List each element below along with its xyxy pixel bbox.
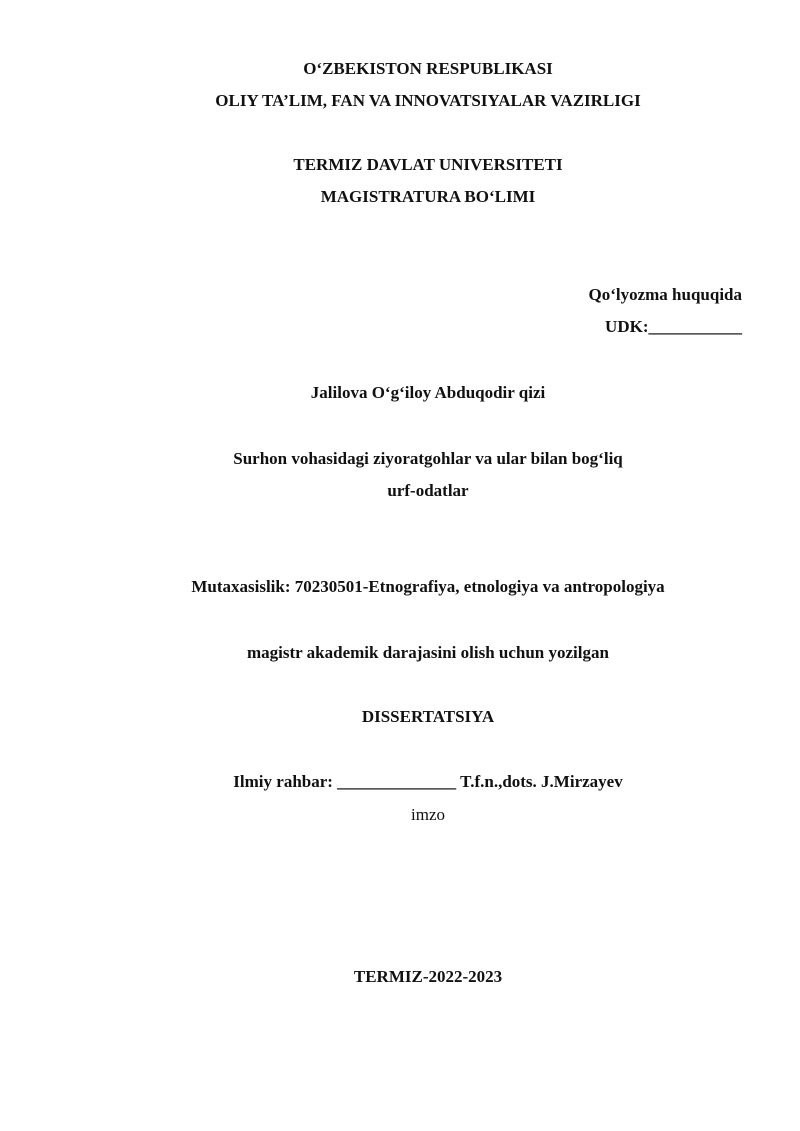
document-type: DISSERTATSIYA <box>361 707 495 726</box>
specialty-line: Mutaxasislik: 70230501-Etnografiya, etnologiya va antropologiya <box>191 577 665 596</box>
udk-field: UDK:___________ <box>605 317 742 336</box>
republic-heading: O‘ZBEKISTON RESPUBLIKASI <box>303 59 553 78</box>
ministry-heading: OLIY TA’LIM, FAN VA INNOVATSIYALAR VAZIRLIGI <box>215 91 641 110</box>
thesis-title-line-2: urf-odatlar <box>387 481 469 500</box>
city-year-footer: TERMIZ-2022-2023 <box>353 967 503 986</box>
supervisor-line: Ilmiy rahbar: ______________ T.f.n.,dots. J.Mirzayev <box>233 772 623 791</box>
signature-caption: imzo <box>411 805 445 824</box>
department-heading: MAGISTRATURA BO‘LIMI <box>320 187 536 206</box>
manuscript-rights-label: Qo‘lyozma huquqida <box>588 285 742 304</box>
author-name: Jalilova O‘g‘iloy Abduqodir qizi <box>310 383 546 402</box>
thesis-title-line-1: Surhon vohasidagi ziyoratgohlar va ular bilan bog‘liq <box>233 449 623 468</box>
degree-line: magistr akademik darajasini olish uchun yozilgan <box>247 643 609 662</box>
university-heading: TERMIZ DAVLAT UNIVERSITETI <box>293 155 563 174</box>
